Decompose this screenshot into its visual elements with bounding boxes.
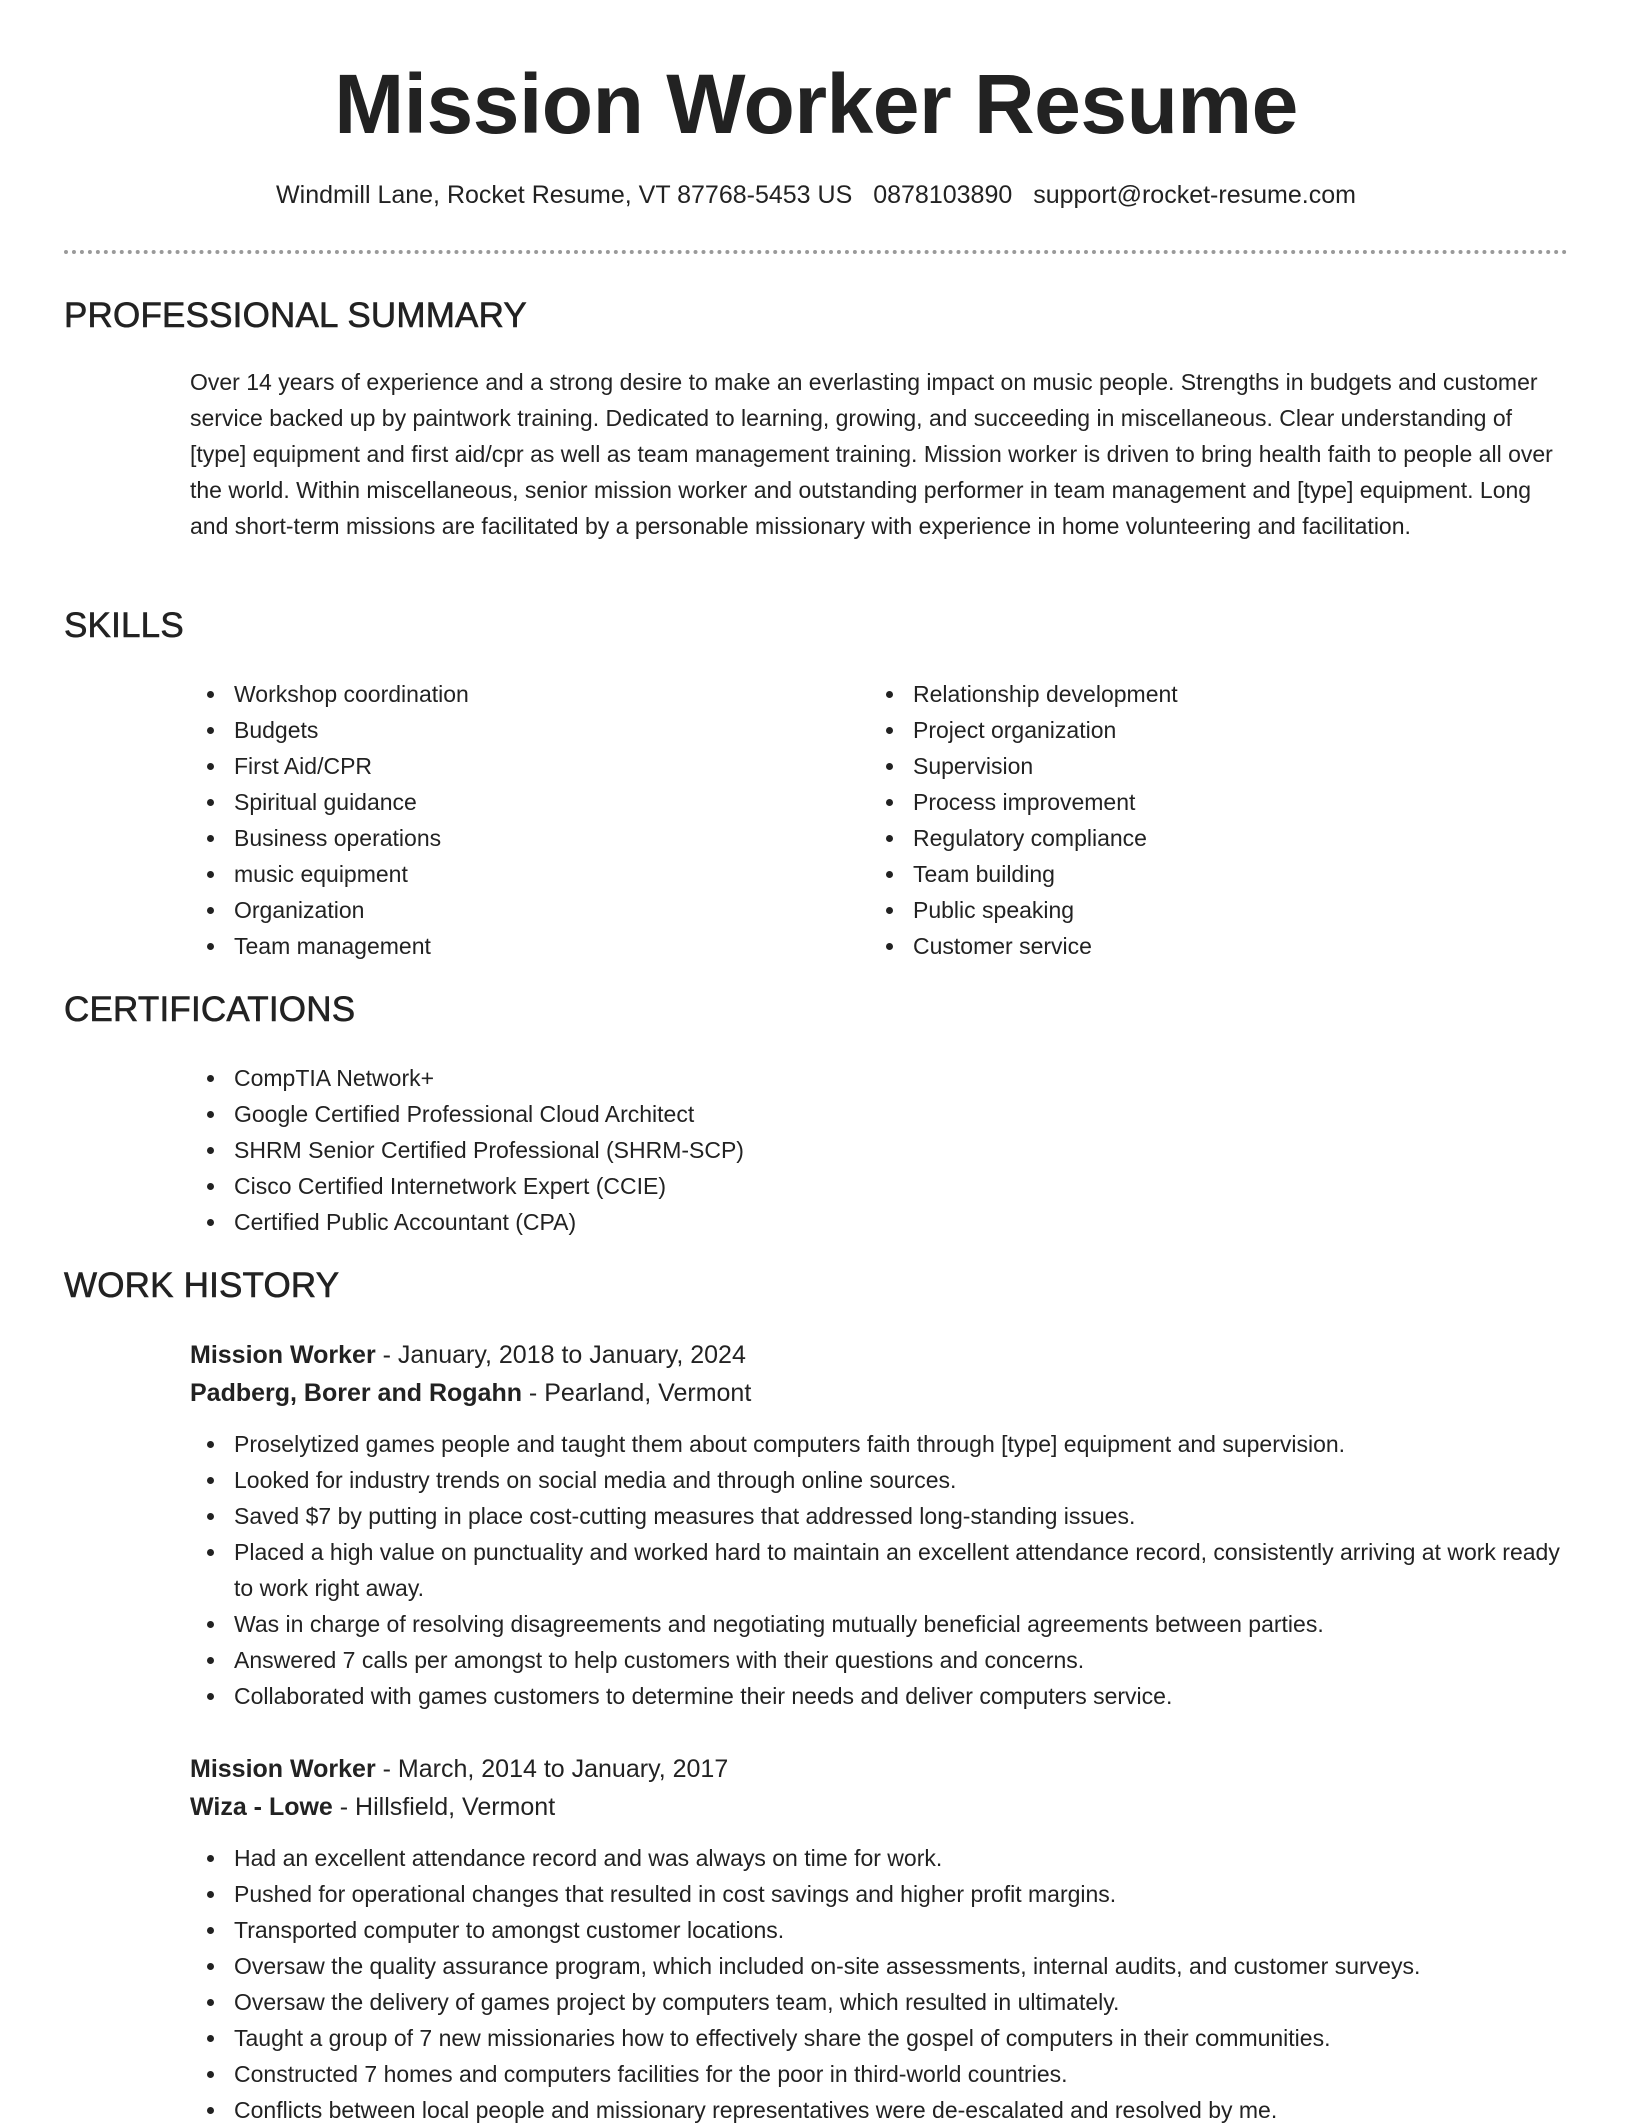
certification-item: Google Certified Professional Cloud Architect	[190, 1096, 1090, 1132]
resume-page	[64, 0, 1568, 2123]
skill-item: Project organization	[869, 712, 1509, 748]
contact-address: Windmill Lane, Rocket Resume, VT 87768-5453 US	[276, 181, 853, 209]
skill-item: First Aid/CPR	[190, 748, 830, 784]
job-role: Mission Worker	[190, 1341, 376, 1369]
certification-item: SHRM Senior Certified Professional (SHRM-SCP)	[190, 1132, 1090, 1168]
summary-text: Over 14 years of experience and a strong desire to make an everlasting impact on music people. Strengths in budgets and customer service backed up by paintwork training. Dedicated to learning, growing, and succeeding in miscellaneous. Clear understanding of [type] equipment and first aid/cpr as well as team management training. Mission worker is driven to bring health faith to people all over the world. Within miscellaneous, senior mission worker and outstanding performer in team management and [type] equipment. Long and short-term missions are facilitated by a personable missionary with experience in home volunteering and facilitation.	[190, 369, 1553, 539]
job-company-line	[190, 1788, 1570, 1826]
summary-heading: PROFESSIONAL SUMMARY	[64, 296, 527, 335]
skill-item: Team building	[869, 856, 1509, 892]
certifications-heading: CERTIFICATIONS	[64, 990, 356, 1029]
job-duty: Oversaw the quality assurance program, which included on-site assessments, internal audits, and customer surveys.	[190, 1948, 1570, 1984]
contact-line	[64, 178, 1568, 212]
job-duty: Collaborated with games customers to determine their needs and deliver computers service.	[190, 1678, 1570, 1714]
job-duty: Oversaw the delivery of games project by computers team, which resulted in ultimately.	[190, 1984, 1570, 2020]
header-divider	[64, 250, 1568, 254]
skills-list-right	[869, 676, 1509, 964]
job-duty: Pushed for operational changes that resulted in cost savings and higher profit margins.	[190, 1876, 1570, 1912]
job-duty: Placed a high value on punctuality and worked hard to maintain an excellent attendance record, consistently arriving at work ready to work right away.	[190, 1534, 1570, 1606]
job-duties	[190, 1840, 1570, 2128]
job-duty: Constructed 7 homes and computers facilities for the poor in third-world countries.	[190, 2056, 1570, 2092]
skill-item: Team management	[190, 928, 830, 964]
job-role-line	[190, 1336, 1570, 1374]
job-duty: Answered 7 calls per amongst to help customers with their questions and concerns.	[190, 1642, 1570, 1678]
skill-item: Relationship development	[869, 676, 1509, 712]
job-duty: Was in charge of resolving disagreements and negotiating mutually beneficial agreements between parties.	[190, 1606, 1570, 1642]
skill-item: Organization	[190, 892, 830, 928]
skill-item: Workshop coordination	[190, 676, 830, 712]
job-duty: Conflicts between local people and missionary representatives were de-escalated and resolved by me.	[190, 2092, 1570, 2128]
skill-item: Budgets	[190, 712, 830, 748]
skill-item: Regulatory compliance	[869, 820, 1509, 856]
contact-phone: 0878103890	[873, 181, 1013, 209]
job-dates: - January, 2018 to January, 2024	[375, 1341, 746, 1369]
certification-item: CompTIA Network+	[190, 1060, 1090, 1096]
skill-item: music equipment	[190, 856, 830, 892]
skill-item: Customer service	[869, 928, 1509, 964]
skill-item: Spiritual guidance	[190, 784, 830, 820]
job-duty: Transported computer to amongst customer locations.	[190, 1912, 1570, 1948]
job-duty: Saved $7 by putting in place cost-cutting measures that addressed long-standing issues.	[190, 1498, 1570, 1534]
job-duty: Looked for industry trends on social media and through online sources.	[190, 1462, 1570, 1498]
job-duty: Taught a group of 7 new missionaries how to effectively share the gospel of computers in their communities.	[190, 2020, 1570, 2056]
job-location: - Pearland, Vermont	[521, 1379, 752, 1407]
job-dates: - March, 2014 to January, 2017	[375, 1755, 729, 1783]
skill-item: Public speaking	[869, 892, 1509, 928]
job-entry	[190, 1750, 1570, 2128]
resume-title: Mission Worker Resume	[334, 57, 1298, 151]
contact-email: support@rocket-resume.com	[1033, 181, 1356, 209]
work-history-heading: WORK HISTORY	[64, 1266, 340, 1305]
skill-item: Supervision	[869, 748, 1509, 784]
job-company-line	[190, 1374, 1570, 1412]
skills-heading: SKILLS	[64, 606, 184, 645]
job-role-line	[190, 1750, 1570, 1788]
job-duty: Had an excellent attendance record and was always on time for work.	[190, 1840, 1570, 1876]
job-entry	[190, 1336, 1570, 1714]
skill-item: Process improvement	[869, 784, 1509, 820]
certification-item: Certified Public Accountant (CPA)	[190, 1204, 1090, 1240]
job-duties	[190, 1426, 1570, 1714]
certifications-list	[190, 1060, 1090, 1240]
certification-item: Cisco Certified Internetwork Expert (CCIE)	[190, 1168, 1090, 1204]
job-company: Wiza - Lowe	[190, 1793, 333, 1821]
skills-list-left	[190, 676, 830, 964]
job-company: Padberg, Borer and Rogahn	[190, 1379, 522, 1407]
job-role: Mission Worker	[190, 1755, 376, 1783]
skill-item: Business operations	[190, 820, 830, 856]
job-location: - Hillsfield, Vermont	[332, 1793, 556, 1821]
job-duty: Proselytized games people and taught them about computers faith through [type] equipment and supervision.	[190, 1426, 1570, 1462]
